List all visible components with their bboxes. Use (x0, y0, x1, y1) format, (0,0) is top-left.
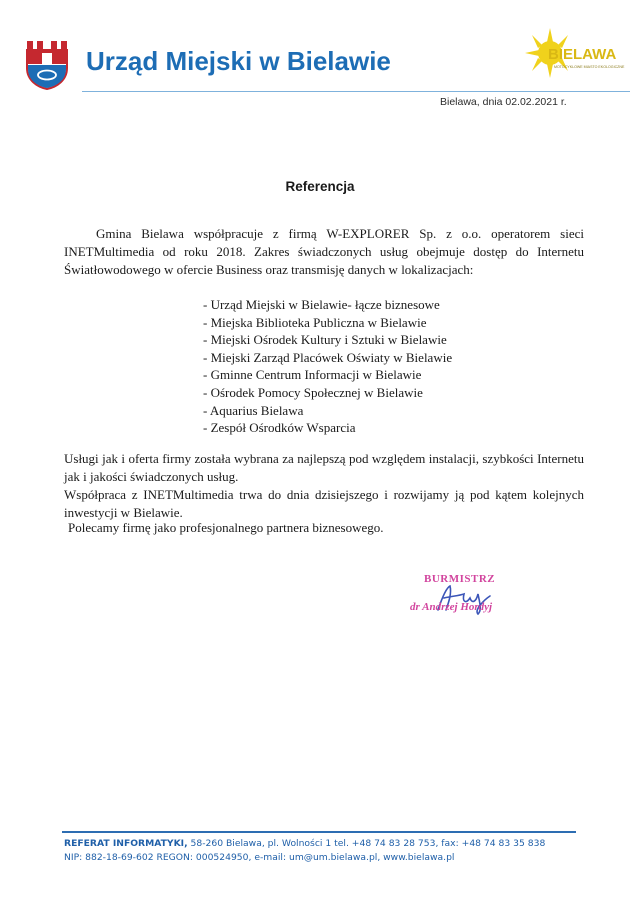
list-item: - Zespół Ośrodków Wsparcia (203, 420, 356, 436)
list-item: - Aquarius Bielawa (203, 402, 304, 418)
footer-address-text: 58-260 Bielawa, pl. Wolności 1 tel. +48 74 83 28 753, fax: +48 74 83 35 838 (187, 838, 546, 849)
organization-name: Urząd Miejski w Bielawie (86, 46, 391, 76)
letterhead (0, 0, 640, 95)
list-item: - Gminne Centrum Informacji w Bielawie (203, 367, 422, 383)
list-item: - Urząd Miejski w Bielawie- łącze biznesowe (203, 297, 440, 312)
services-paragraph: Usługi jak i oferta firmy została wybrana za najlepszą pod względem instalacji, szybkości Internetu jak i jakości świadczonych usług. (64, 451, 584, 484)
footer-contact: NIP: 882-18-69-602 REGON: 000524950, e-mail: um@um.bielawa.pl, www.bielawa.pl (64, 852, 455, 863)
document-date: Bielawa, dnia 02.02.2021 r. (440, 96, 567, 108)
bielawa-logo (512, 26, 634, 84)
footer-address (64, 838, 545, 849)
footer-department: REFERAT INFORMATYKI, (64, 838, 188, 849)
list-item: - Miejski Zarząd Placówek Oświaty w Bielawie (203, 349, 453, 365)
document-title: Referencja (285, 179, 355, 194)
locations-list (203, 296, 452, 437)
list-item: - Ośrodek Pomocy Społecznej w Bielawie (203, 384, 423, 400)
logo-tagline: MOTOCYKLOWE MIASTO EKOLOGICZNE (554, 65, 625, 69)
footer-divider (62, 831, 576, 833)
cooperation-paragraph: Współpraca z INETMultimedia trwa do dnia dzisiejszego i rozwijamy ją pod kątem kolejnych inwestycji w Bielawie. (64, 487, 584, 520)
stamp-title: BURMISTRZ (424, 573, 496, 585)
list-item: - Miejski Ośrodek Kultury i Sztuki w Bielawie (203, 332, 447, 348)
signatory-name: dr Andrzej Hordyj (410, 601, 493, 613)
list-item: - Miejska Biblioteka Publiczna w Bielawie (203, 314, 427, 330)
header-divider (82, 91, 630, 92)
recommendation-paragraph: Polecamy firmę jako profesjonalnego partnera biznesowego. (68, 520, 384, 535)
logo-text: BIELAWA (548, 46, 617, 63)
coat-of-arms-icon (24, 38, 70, 90)
intro-paragraph: Gmina Bielawa współpracuje z firmą W-EXPLORER Sp. z o.o. operatorem sieci INETMultimedia od roku 2018. Zakres świadczonych usług obejmuje dostęp do Internetu Światłowodowego w ofercie Business oraz transmisję danych w lokalizacjach: (64, 226, 584, 277)
